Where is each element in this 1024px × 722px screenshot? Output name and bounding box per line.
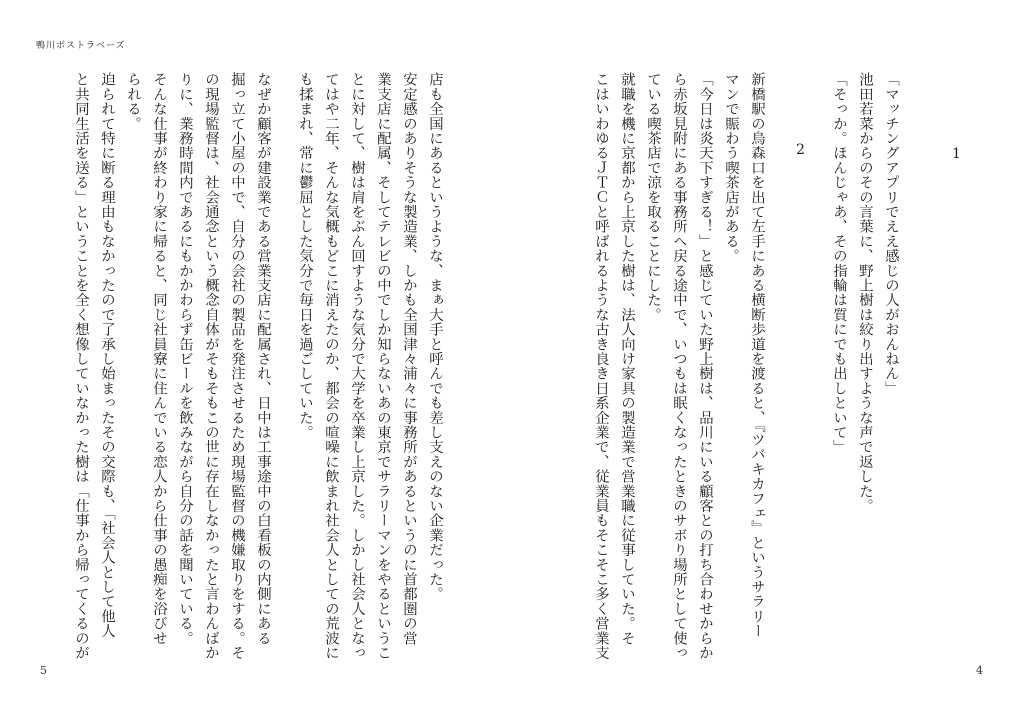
running-head: 鴨川ボストラベーズ — [36, 41, 126, 51]
page-number-left: 5 — [40, 664, 47, 677]
text-line-11: 店も全国にあるというような、まぁ大手と呼んでも差し支えのない企業だった。 — [427, 72, 443, 602]
text-line-14: とに対して、樹は肩をぶん回すような気分で大学を卒業し上京した。しかし社会人となっ — [349, 72, 365, 660]
text-line-5: マンで賑わう喫茶店がある。 — [723, 72, 739, 264]
section-number-1: 1 — [952, 146, 961, 162]
text-line-1: 「マッチングアプリでええ感じの人がおんねん」 — [883, 72, 899, 396]
text-line-16: も揉まれ、常に鬱屈とした気分で毎日を過ごしていた。 — [297, 72, 313, 440]
text-line-21: そんな仕事が終わり家に帰ると、同じ社員寮に住んでいる恋人から仕事の愚痴を浴びせ — [151, 72, 167, 646]
text-line-13: 業支店に配属、そしてテレビの中でしか知らないあの東京でサラリーマンをやるというこ — [375, 72, 391, 660]
text-line-24: と共同生活を送る」ということを全く想像していなかった樹は「仕事から帰ってくるのが — [73, 72, 89, 660]
text-line-9: 就職を機に京都から上京した樹は、法人向け家具の製造業で営業職に従事していた。そ — [619, 72, 635, 646]
text-line-10: こはいわゆるＪＴＣと呼ばれるような古き良き日系企業で、従業員もそこそこ多く営業支 — [593, 72, 609, 660]
text-line-8: ている喫茶店で涼を取ることにした。 — [645, 72, 661, 322]
text-line-6: 「今日は炎天下すぎる！」と感じていた野上樹は、品川にいる顧客との打ち合わせからか — [697, 72, 713, 660]
page-number-right: 4 — [976, 664, 983, 677]
text-line-19: の現場監督は、社会通念という概念自体がそもそもこの世に存在しなかったと言わんばか — [203, 72, 219, 660]
text-line-22: られる。 — [125, 72, 141, 131]
text-line-18: 掘っ立て小屋の中で、自分の会社の製品を発注させるため現場監督の機嫌取りをする。そ — [229, 72, 245, 660]
text-line-4: 新橋駅の烏森口を出て左手にある横断歩道を渡ると、『ツバキカフェ』というサラリー — [749, 72, 765, 639]
text-line-12: 安定感のありそうな製造業、しかも全国津々浦々に事務所があるというのに首都圏の営 — [401, 72, 417, 646]
section-number-2: 2 — [796, 142, 805, 158]
text-line-2: 池田若菜からのその言葉に、野上樹は絞り出すような声で返した。 — [857, 72, 873, 513]
text-line-7: ら赤坂見附にある事務所へ戻る途中で、いつもは眠くなったときのサボり場所として使っ — [671, 72, 687, 660]
text-line-3: 「そっか。ほんじゃあ、その指輪は質にでも出しといて」 — [831, 72, 847, 455]
text-line-23: 迫られて特に断る理由もなかったので了承し始まったその交際も、「社会人として他人 — [99, 72, 115, 639]
text-line-17: なぜか顧客が建設業である営業支店に配属され、日中は工事途中の白看板の内側にある — [255, 72, 271, 646]
text-line-15: てはや二年、そんな気概もどこに消えたのか、都会の喧噪に飲まれ社会人としての荒波に — [323, 72, 339, 660]
text-line-20: りに、業務時間内であるにもかかわらず缶ビールを飲みながら自分の話を聞いている。 — [177, 72, 193, 646]
